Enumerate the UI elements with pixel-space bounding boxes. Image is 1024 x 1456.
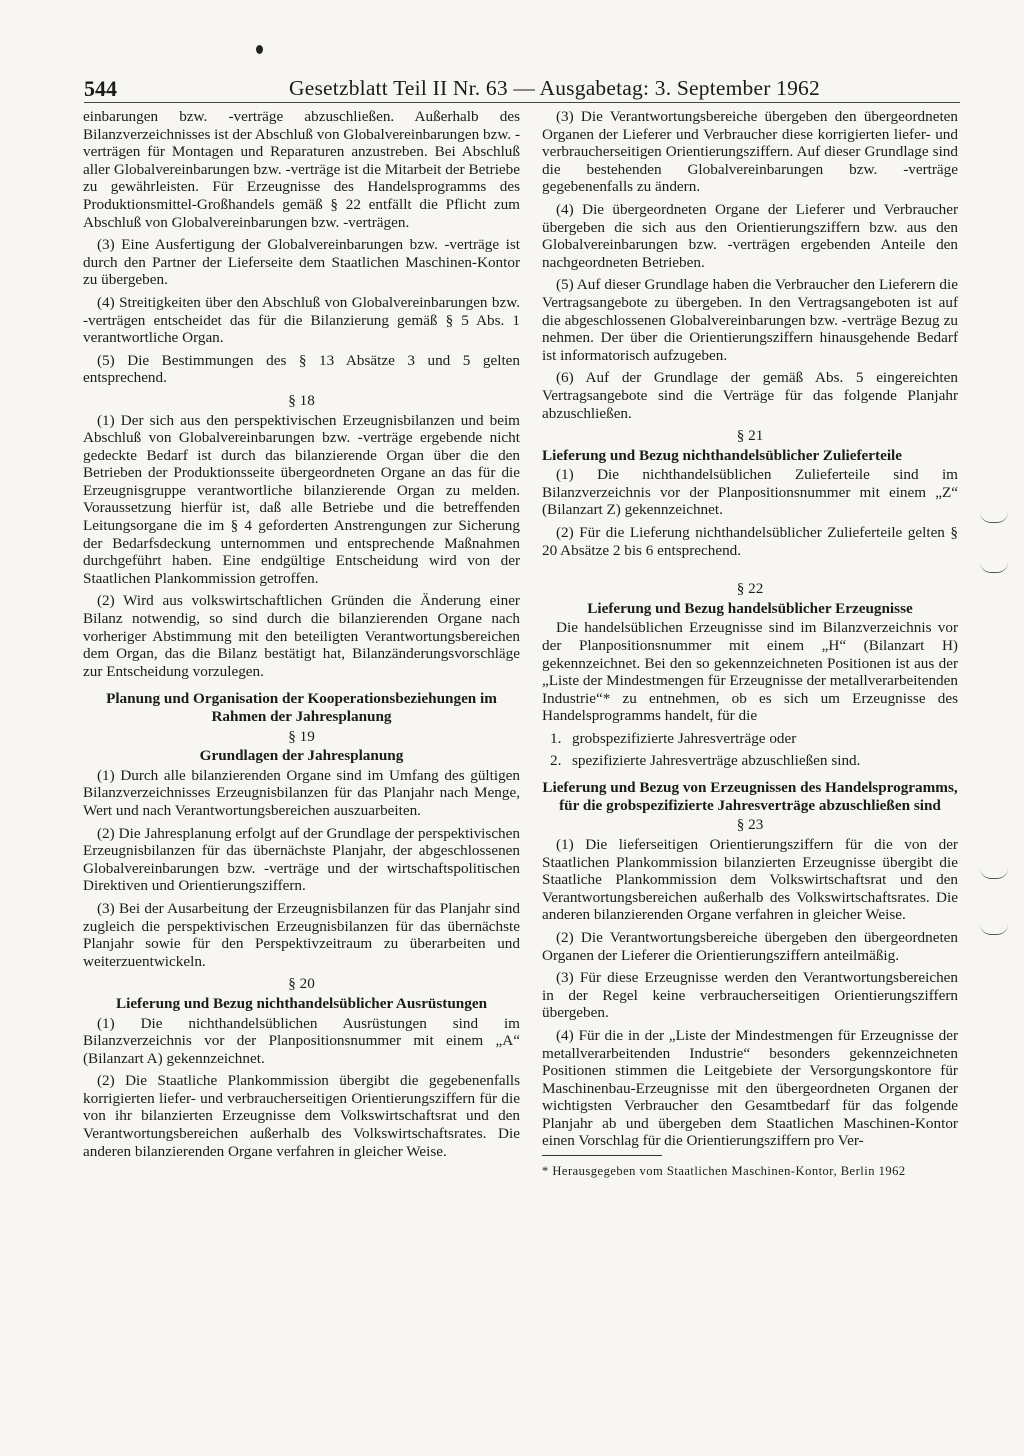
section-number: § 21 — [736, 427, 764, 445]
paragraph: (1) Der sich aus den perspektivischen Erzeugnisbilanzen und beim Abschluß von Globalvereinbarungen bzw. -verträge ergebende nicht gedeckte Bedarf ist durch das bilanzierende Organ über die den Betrieben der Produktionsseite übergeordneten Organe an das für die Erzeugnisgruppe verantwortliche bilanzierende Organ zu melden. Voraussetzung hierfür ist, daß alle Betriebe und die betreffenden Leitungsorgane die im § 4 geforderten Anstrengungen zur Sicherung der Bedarfsdeckung unternommen und entsprechende Maßnahmen durchgeführt haben. Eine endgültige Entscheidung wird von der Staatlichen Plankommission getroffen. — [83, 411, 520, 587]
paragraph: einbarungen bzw. -verträge abzuschließen. Außerhalb des Bilanzverzeichnisses ist der Abschluß von Globalvereinbarungen bzw. -verträgen für Montagen und Reparaturen anzustreben. Bei Abschluß aller Globalvereinbarungen bzw. -verträge ist die Mitarbeit der Betriebe zu gewährleisten. Für Erzeugnisse des Handelsprogramms des Produktionsmittel-Großhandels gemäß § 22 entfällt die Pflicht zum Abschluß von Globalvereinbarungen bzw. -verträgen. — [83, 108, 520, 231]
margin-pencil-mark — [980, 924, 1008, 935]
section-number: § 19 — [288, 727, 315, 745]
paragraph: (2) Die Staatliche Plankommission übergibt die gegebenenfalls korrigierten liefer- und verbraucherseitigen Orientierungsziffern für die von ihr bilanzierten Erzeugnisse dem Volkswirtschaftsrat und den Verantwortungsbereichen außerhalb des Volkswirtschaftsrates. Die anderen bilanzierenden Organe verfahren in gleicher Weise. — [83, 1072, 520, 1160]
paragraph: Die handelsüblichen Erzeugnisse sind im Bilanzverzeichnis vor der Planpositionsnummer mit einem „H“ (Bilanzart H) gekennzeichnet. Bei den so gekennzeichneten Positionen ist aus der „Liste der Mindestmengen für Erzeugnisse der metallverarbeitenden Industrie“* zu entnehmen, ob es sich um Erzeugnisse des Handelsprogramms handelt, für die — [542, 619, 958, 725]
paragraph: (2) Wird aus volkswirtschaftlichen Gründen die Änderung einer Bilanz notwendig, so sind durch die bilanzierenden Organe nach vorheriger Abstimmung mit den beteiligten Verantwortungsbereichen dem Organ, das die Bilanz bestätigt hat, Bilanzänderungsvorschläge zur Entscheidung vorzulegen. — [83, 592, 520, 680]
list-number: 1. — [550, 730, 562, 747]
list-text: grobspezifizierte Jahresverträge oder — [572, 730, 797, 747]
section-number: § 18 — [288, 391, 315, 409]
paragraph: (1) Durch alle bilanzierenden Organe sind im Umfang des gültigen Bilanzverzeichnisses Erzeugnisbilanzen für das Planjahr nach Menge, Wert und nach Verantwortungsbereichen auszuarbeiten. — [83, 766, 520, 819]
margin-pencil-mark — [980, 868, 1008, 879]
paragraph: (2) Die Jahresplanung erfolgt auf der Grundlage der perspektivischen Erzeugnisbilanzen für das übernächste Planjahr, der abgeschlossenen Globalvereinbarungen bzw. -verträge und der wirtschaftspolitischen Direktiven und Orientierungsziffern. — [83, 824, 520, 895]
left-column — [83, 108, 520, 1165]
block-heading: Planung und Organisation der Kooperationsbeziehungen im Rahmen der Jahresplanung — [106, 690, 497, 725]
paragraph: (5) Die Bestimmungen des § 13 Absätze 3 und 5 gelten entsprechend. — [83, 351, 520, 387]
list-number: 2. — [550, 751, 562, 769]
list-item — [542, 752, 958, 770]
paragraph: (3) Die Verantwortungsbereiche übergeben den übergeordneten Organen der Lieferer und Verbraucher diese korrigierten liefer- und verbraucherseitigen Orientierungsziffern. Auf dieser Grundlage sind die bestehenden Globalvereinbarungen bzw. -verträge gegebenenfalls zu ändern. — [542, 108, 958, 196]
section-title: Lieferung und Bezug nichthandelsüblicher Ausrüstungen — [115, 994, 488, 1012]
paragraph: (2) Die Verantwortungsbereiche übergeben den übergeordneten Organen der Lieferer die Orientierungsziffern anteilmäßig. — [542, 928, 958, 964]
page-header — [84, 64, 960, 104]
paragraph: (6) Auf der Grundlage der gemäß Abs. 5 eingereichten Vertragsangebote sind die Verträge für das folgende Planjahr abzuschließen. — [542, 369, 958, 422]
section-number: § 23 — [736, 816, 764, 834]
paragraph: (1) Die nichthandelsüblichen Zulieferteile sind im Bilanzverzeichnis vor der Planpositionsnummer mit einem „Z“ (Bilanzart Z) gekennzeichnet. — [542, 466, 958, 519]
paragraph: (3) Für diese Erzeugnisse werden den Verantwortungsbereichen in der Regel keine verbraucherseitigen Orientierungsziffern übergeben. — [542, 969, 958, 1022]
section-number: § 22 — [736, 580, 764, 598]
header-title: Gesetzblatt Teil II Nr. 63 — Ausgabetag: 3. September 1962 — [289, 76, 820, 100]
block-heading: Lieferung und Bezug von Erzeugnissen des Handelsprogramms, für die grobspezifizierte Jahresverträge abzuschließen sind — [542, 779, 958, 814]
paragraph: (4) Streitigkeiten über den Abschluß von Globalvereinbarungen bzw. -verträgen entscheidet das für die Bilanzierung gemäß § 5 Abs. 1 verantwortliche Organ. — [83, 293, 520, 347]
paragraph: (4) Für die in der „Liste der Mindestmengen für Erzeugnisse der metallverarbeitenden Industrie“ besonders gekennzeichneten Positionen stimmen die Leitgebiete der Versorgungskontore für Maschinenbau-Erzeugnisse mit den übergeordneten Organen der wichtigsten Verbraucher den Gesamtbedarf für das folgende Planjahr ab und übergeben dem Staatlichen Maschinen-Kontor einen Vorschlag für die Orientierungsziffern pro Ver- — [542, 1026, 958, 1150]
header-rule — [84, 102, 960, 103]
list-text: spezifizierte Jahresverträge abzuschließen sind. — [572, 751, 861, 769]
footnote: * Herausgegeben vom Staatlichen Maschinen-Kontor, Berlin 1962 — [542, 1164, 906, 1179]
paragraph: (1) Die nichthandelsüblichen Ausrüstungen sind im Bilanzverzeichnis vor der Planpositionsnummer mit einem „A“ (Bilanzart A) gekennzeichnet. — [83, 1014, 520, 1067]
page-number: 544 — [84, 76, 117, 101]
section-title: Grundlagen der Jahresplanung — [199, 747, 404, 765]
margin-pencil-mark — [980, 562, 1008, 573]
section-title: Lieferung und Bezug nichthandelsüblicher Zulieferteile — [542, 446, 903, 464]
paragraph: (4) Die übergeordneten Organe der Lieferer und Verbraucher übergeben die sich aus den Orientierungsziffern bzw. aus den Globalvereinbarungen bzw. -verträgen ergebenden Anteile den nachgeordneten Betrieben. — [542, 200, 958, 271]
section-title: Lieferung und Bezug handelsüblicher Erzeugnisse — [587, 599, 913, 617]
right-column — [542, 108, 958, 1178]
margin-pencil-mark — [980, 512, 1008, 523]
paragraph: (3) Eine Ausfertigung der Globalvereinbarungen bzw. -verträge ist durch den Partner der Lieferseite dem Staatlichen Maschinen-Kontor zu übergeben. — [83, 236, 520, 289]
paragraph: (2) Für die Lieferung nichthandelsüblicher Zulieferteile gelten § 20 Absätze 2 bis 6 entsprechend. — [542, 524, 958, 559]
list-item — [542, 730, 958, 748]
footnote-rule — [542, 1155, 662, 1156]
paragraph: (3) Bei der Ausarbeitung der Erzeugnisbilanzen für das Planjahr sind zugleich die perspektivischen Erzeugnisbilanzen für das übernächste Planjahr sowie für den Perspektivzeitraum zu überarbeiten und weiterzuentwickeln. — [83, 899, 520, 970]
section-number: § 20 — [288, 975, 315, 993]
ink-dot-mark — [256, 45, 263, 54]
paragraph: (5) Auf dieser Grundlage haben die Verbraucher den Lieferern die Vertragsangebote zu übergeben. In den Vertragsangeboten ist auf die abgeschlossenen Globalvereinbarungen bzw. -verträge Bezug zu nehmen. Der über die Orientierungsziffern hinausgehende Bedarf ist informatorisch aufzugeben. — [542, 276, 958, 364]
paragraph: (1) Die lieferseitigen Orientierungsziffern für die von der Staatlichen Plankommission bilanzierten Erzeugnisse übergibt die Staatliche Plankommission dem Volkswirtschaftsrat und den Verantwortungsbereichen außerhalb des Volkswirtschaftsrates. Die anderen bilanzierenden Organe verfahren in gleicher Weise. — [542, 835, 958, 924]
